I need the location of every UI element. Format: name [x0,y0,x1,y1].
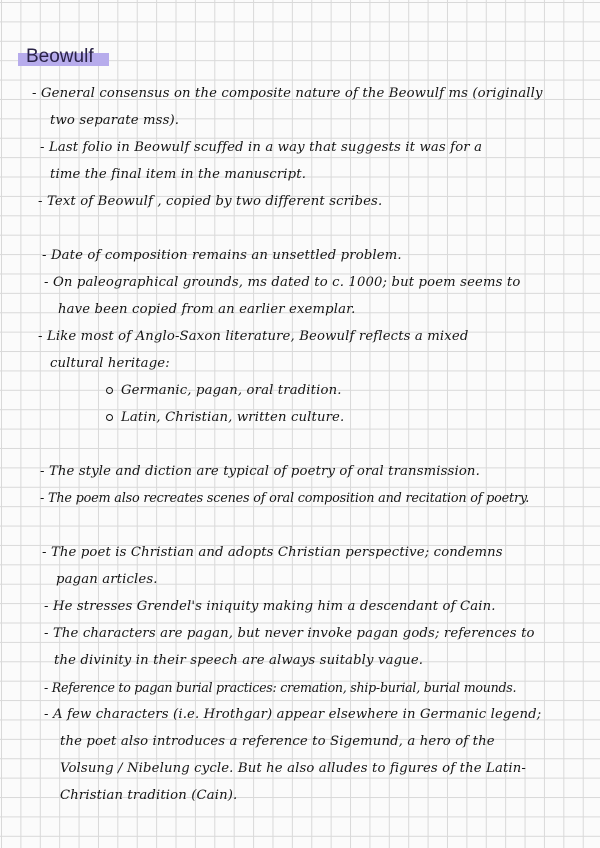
note-line: - Date of composition remains an unsettled problem. [42,248,402,263]
note-line: - The poem also recreates scenes of oral composition and recitation of poetry. [40,491,530,506]
note-line: the poet also introduces a reference to Sigemund, a hero of the [60,734,495,749]
note-line: - On paleographical grounds, ms dated to c. 1000; but poem seems to [44,275,521,290]
note-line: - The characters are pagan, but never invoke pagan gods; references to [44,626,535,641]
note-line: time the final item in the manuscript. [50,167,307,182]
note-line: - A few characters (i.e. Hrothgar) appear elsewhere in Germanic legend; [44,707,542,722]
page-title: Beowulf [26,46,94,67]
note-line: pagan articles. [56,572,158,587]
note-line: - He stresses Grendel's iniquity making him a descendant of Cain. [44,599,496,614]
note-line: Volsung / Nibelung cycle. But he also alludes to figures of the Latin- [60,761,527,776]
note-line: - Last folio in Beowulf scuffed in a way that suggests it was for a [40,140,483,155]
sub-bullet-text: Germanic, pagan, oral tradition. [121,383,342,398]
note-line: - Text of Beowulf , copied by two different scribes. [38,194,383,209]
note-line: two separate mss). [50,113,180,128]
note-line: cultural heritage: [50,356,170,371]
circle-bullet-icon [106,414,113,421]
note-line: - Like most of Anglo-Saxon literature, Beowulf reflects a mixed [38,329,469,344]
note-line: - The poet is Christian and adopts Christian perspective; condemns [42,545,503,560]
note-line: - The style and diction are typical of poetry of oral transmission. [40,464,480,479]
sub-bullet-text: Latin, Christian, written culture. [121,410,345,425]
circle-bullet-icon [106,387,113,394]
sub-bullet-item [106,408,344,428]
note-line: - General consensus on the composite nature of the Beowulf ms (originally [32,86,543,101]
note-line: - Reference to pagan burial practices: cremation, ship-burial, burial mounds. [44,680,517,695]
note-line: the divinity in their speech are always suitably vague. [54,653,424,668]
title-block [18,44,94,70]
note-line: Christian tradition (Cain). [60,788,238,803]
note-line: have been copied from an earlier exemplar. [58,302,356,317]
sub-bullet-item [106,381,342,401]
